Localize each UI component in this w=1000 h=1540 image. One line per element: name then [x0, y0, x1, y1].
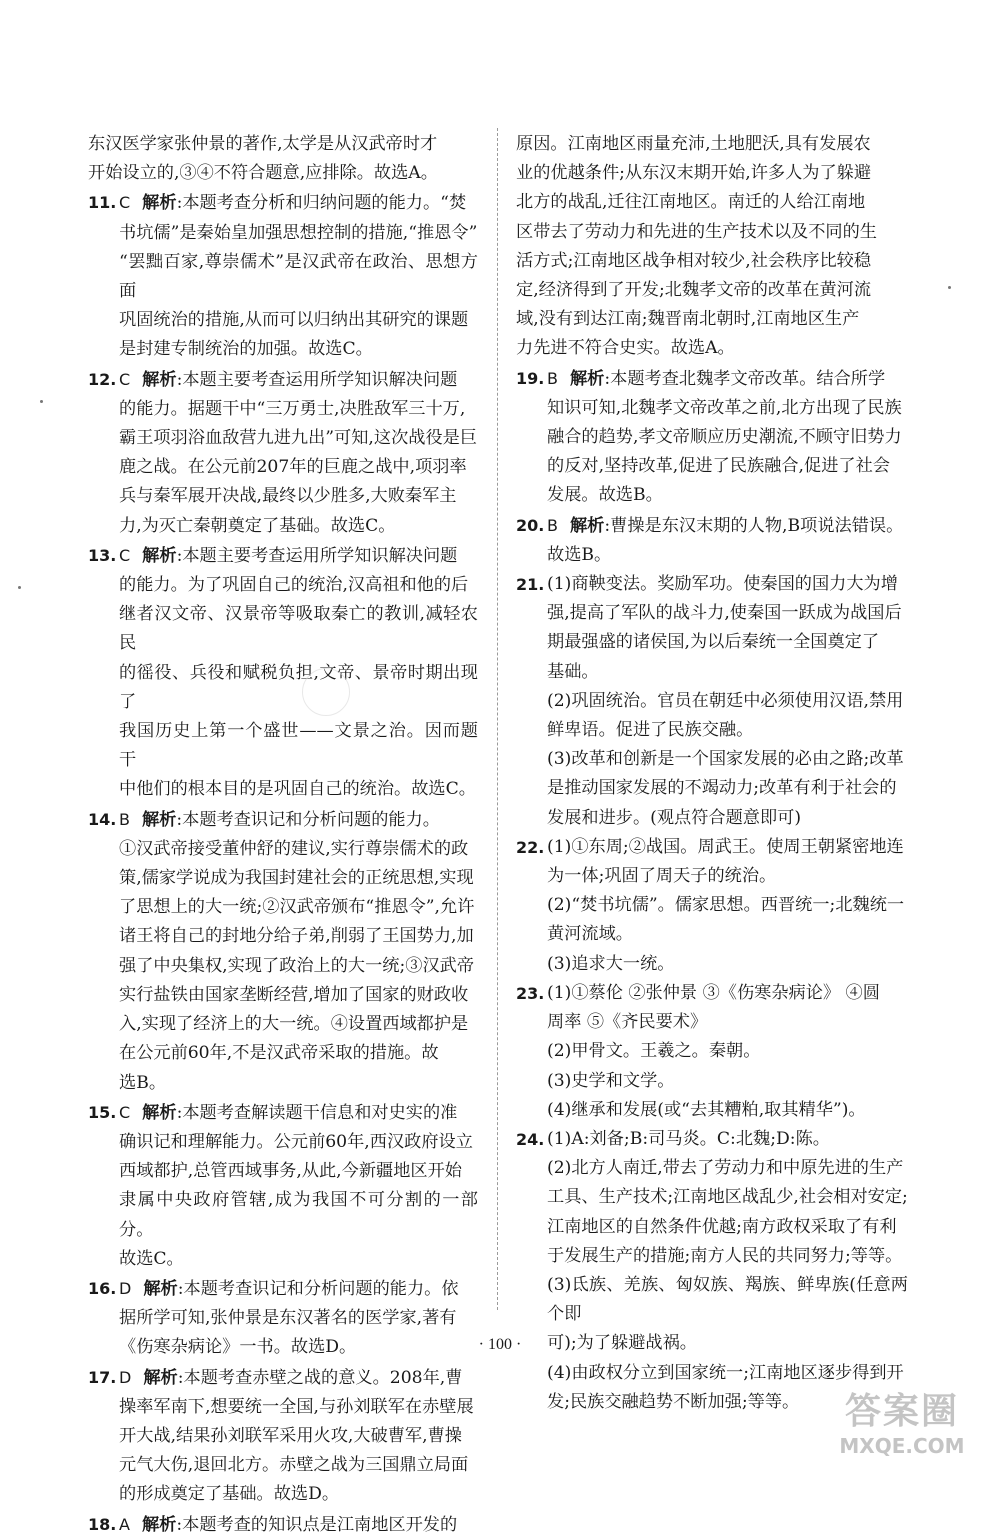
analysis-label: 解析 — [142, 369, 177, 390]
text-line — [516, 159, 908, 188]
text-line — [547, 394, 908, 423]
text-line — [547, 1008, 908, 1037]
text-line — [119, 835, 478, 864]
question-number: 24. — [516, 1129, 545, 1149]
line-text: (2)“焚书坑儒”。儒家思想。西晋统一;北魏统一 — [547, 895, 905, 916]
text-line — [119, 365, 478, 395]
question-number: 12. — [88, 369, 117, 389]
analysis-label: 解析 — [142, 193, 177, 214]
question-number: 15. — [88, 1102, 117, 1122]
line-text: 期最强盛的诸侯国,为以后秦统一全国奠定了 — [547, 632, 880, 653]
line-text: 业的优越条件;从东汉末期开始,许多人为了躲避 — [516, 163, 872, 184]
line-text: 巩固统治的措施,从而可以归纳出其研究的课题 — [119, 310, 469, 331]
text-line — [547, 511, 908, 541]
scan-speck — [18, 586, 21, 589]
text-line — [547, 364, 908, 394]
text-line — [547, 1271, 908, 1329]
line-text: 操率军南下,想要统一全国,与孙刘联军在赤壁展 — [119, 1396, 474, 1417]
line-text: :本题主要考查运用所学知识解决问题 — [176, 545, 458, 566]
line-text: 周率 ⑤《齐民要术》 — [547, 1012, 708, 1033]
text-line — [119, 1274, 478, 1304]
text-line — [119, 1304, 478, 1333]
line-text: :本题考查解读题干信息和对史实的准 — [176, 1102, 458, 1123]
line-text: 为一体;巩固了周天子的统治。 — [547, 866, 777, 887]
line-text: 发;民族交融趋势不断加强;等等。 — [547, 1391, 800, 1412]
text-line — [119, 922, 478, 951]
question-number: 20. — [516, 515, 545, 535]
text-line — [547, 1213, 908, 1242]
answer-choice: B — [119, 809, 130, 829]
line-text: 确识记和理解能力。公元前60年,西汉政府设立 — [119, 1131, 473, 1152]
text-line — [119, 219, 478, 248]
answer-entry — [88, 1510, 478, 1540]
text-line — [119, 1480, 478, 1509]
line-text: 元气大伤,退回北方。赤壁之战为三国鼎立局面 — [119, 1455, 469, 1476]
text-line — [119, 248, 478, 306]
text-line — [547, 862, 908, 891]
line-text: 区带去了劳动力和先进的生产技术以及不同的生 — [516, 221, 877, 242]
line-text: ①汉武帝接受董仲舒的建议,实行尊崇儒术的政 — [119, 838, 469, 859]
text-line — [547, 1359, 908, 1388]
text-line — [119, 659, 478, 717]
text-line — [119, 717, 478, 775]
text-line — [119, 1363, 478, 1393]
text-line — [119, 1039, 478, 1068]
answer-entry — [516, 1125, 908, 1417]
answer-choice: D — [119, 1367, 132, 1387]
text-line — [547, 1067, 908, 1096]
text-line — [516, 188, 908, 217]
text-line — [547, 804, 908, 833]
analysis-label: 解析 — [141, 1514, 177, 1535]
line-text: (2)甲骨文。王羲之。秦朝。 — [547, 1041, 761, 1062]
question-number: 13. — [88, 545, 117, 565]
line-text: 知识可知,北魏孝文帝改革之前,北方出现了民族 — [547, 397, 902, 418]
line-text: 开始设立的,③④不符合题意,应排除。故选A。 — [88, 163, 438, 184]
line-text: 东汉医学家张仲景的著作,太学是从汉武帝时才 — [88, 134, 438, 154]
analysis-label: 解析 — [141, 809, 177, 830]
line-text: 原因。江南地区雨量充沛,土地肥沃,具有发展农 — [516, 134, 871, 154]
text-line — [516, 276, 908, 305]
line-text: 发展。故选B。 — [547, 485, 663, 506]
text-line — [119, 1510, 478, 1540]
text-line — [119, 571, 478, 600]
question-number: 21. — [516, 575, 545, 595]
answer-choice: A — [119, 1514, 130, 1534]
line-text: 江南地区的自然条件优越;南方政权采取了有利 — [547, 1216, 897, 1237]
answer-entry — [516, 364, 908, 511]
line-text: 开大战,结果孙刘联军采用火攻,大破曹军,曹操 — [119, 1425, 462, 1446]
text-line — [119, 893, 478, 922]
analysis-label: 解析 — [142, 545, 177, 566]
watermark-url: MXQE.COM — [839, 1434, 965, 1458]
line-text: 域,没有到达江南;魏晋南北朝时,江南地区生产 — [516, 309, 860, 330]
line-text: (4)继承和发展(或“去其糟粕,取其精华”)。 — [547, 1099, 866, 1120]
text-line — [119, 306, 478, 335]
line-text: 霸王项羽浴血敌营九进九出”可知,这次战役是巨 — [119, 428, 478, 449]
answer-choice: B — [547, 368, 558, 388]
line-text: 策,儒家学说成为我国封建社会的正统思想,实现 — [119, 868, 474, 889]
text-line — [547, 658, 908, 687]
line-text: :曹操是东汉末期的人物,B项说法错误。 — [604, 515, 904, 536]
text-line — [547, 628, 908, 657]
text-line — [119, 981, 478, 1010]
question-number: 19. — [516, 368, 545, 388]
text-line — [547, 541, 908, 570]
text-line — [516, 130, 908, 159]
text-line — [119, 453, 478, 482]
left-column — [88, 130, 478, 1540]
answer-entry — [88, 805, 478, 1098]
text-line — [119, 775, 478, 804]
line-text: 继者汉文帝、汉景帝等吸取秦亡的教训,减轻农民 — [119, 604, 478, 654]
text-line — [547, 891, 908, 920]
text-line — [547, 1125, 908, 1154]
text-line — [547, 570, 908, 599]
answer-entry — [516, 979, 908, 1125]
continued-text — [516, 130, 908, 364]
line-text: 选B。 — [119, 1072, 167, 1093]
text-line — [119, 1245, 478, 1274]
line-text: (4)由政权分立到国家统一;江南地区逐步得到开 — [547, 1362, 904, 1383]
question-number: 14. — [88, 809, 117, 829]
text-line — [119, 541, 478, 571]
text-line — [547, 1096, 908, 1125]
line-text: 的徭役、兵役和赋税负担,文帝、景帝时期出现了 — [119, 662, 478, 712]
line-text: 《伤寒杂病论》一书。故选D。 — [119, 1337, 357, 1358]
line-text: 可);为了躲避战祸。 — [547, 1333, 697, 1354]
line-text: 工具、生产技术;江南地区战乱少,社会相对安定; — [547, 1187, 908, 1208]
line-text: :本题考查识记和分析问题的能力。 — [176, 809, 440, 830]
line-text: 书坑儒”是秦始皇加强思想控制的措施,“推恩令” — [119, 222, 478, 243]
line-text: :本题考查赤壁之战的意义。208年,曹 — [177, 1367, 463, 1388]
line-text: 的反对,坚持改革,促进了民族融合,促进了社会 — [547, 456, 890, 477]
text-line — [547, 1242, 908, 1271]
line-text: 入,实现了经济上的大一统。④设置西域都护是 — [119, 1014, 469, 1035]
line-text: 据所学可知,张仲景是东汉著名的医学家,著有 — [119, 1308, 457, 1329]
text-line — [547, 687, 908, 716]
line-text: (1)商鞅变法。奖励军功。使秦国的国力大为增 — [547, 574, 898, 595]
text-line — [547, 599, 908, 628]
text-line — [119, 1451, 478, 1480]
text-line — [119, 395, 478, 424]
text-line — [516, 305, 908, 334]
line-text: 兵与秦军展开决战,最终以少胜多,大败秦军主 — [119, 486, 457, 507]
line-text: 的能力。为了巩固自己的统治,汉高祖和他的后 — [119, 575, 469, 596]
text-line — [516, 218, 908, 247]
answer-choice: C — [119, 193, 131, 213]
line-text: 北方的战乱,迁往江南地区。南迁的人给江南地 — [516, 192, 866, 213]
answer-entry — [88, 365, 478, 541]
line-text: 西域都护,总管西域事务,从此,今新疆地区开始 — [119, 1161, 462, 1182]
line-text: 实行盐铁由国家垄断经营,增加了国家的财政收 — [119, 984, 469, 1005]
answer-choice: B — [547, 515, 558, 535]
line-text: 诸王将自己的封地分给子弟,削弱了王国势力,加 — [119, 926, 474, 947]
text-line — [88, 159, 478, 188]
line-text: (2)巩固统治。官员在朝廷中必须使用汉语,禁用 — [547, 690, 904, 711]
line-text: (3)追求大一统。 — [547, 953, 675, 974]
line-text: 鲜卑语。促进了民族交融。 — [547, 720, 754, 741]
line-text: 的形成奠定了基础。故选D。 — [119, 1484, 340, 1505]
text-line — [119, 1128, 478, 1157]
line-text: 了思想上的大一统;②汉武帝颁布“推恩令”,允许 — [119, 897, 475, 918]
line-text: 活方式;江南地区战争相对较少,社会秩序比较稳 — [516, 250, 872, 271]
page-number: · 100 · — [478, 1336, 522, 1353]
line-text: (2)北方人南迁,带去了劳动力和中原先进的生产 — [547, 1158, 904, 1179]
line-text: 中他们的根本目的是巩固自己的统治。故选C。 — [119, 779, 476, 800]
line-text: 我国历史上第一个盛世——文景之治。因而题干 — [119, 721, 478, 771]
answer-entry — [88, 541, 478, 805]
text-line — [119, 1157, 478, 1186]
line-text: 融合的趋势,孝文帝顺应历史潮流,不顾守旧势力 — [547, 427, 902, 448]
continued-text — [88, 130, 478, 188]
answer-choice: C — [119, 1102, 131, 1122]
text-line — [119, 188, 478, 218]
line-text: :本题考查分析和归纳问题的能力。“焚 — [176, 193, 467, 214]
line-text: 基础。 — [547, 661, 599, 682]
text-line — [547, 745, 908, 774]
line-text: :本题考查识记和分析问题的能力。依 — [177, 1278, 459, 1299]
line-text: (1)①蔡伦 ②张仲景 ③《伤寒杂病论》 ④圆 — [547, 982, 880, 1003]
text-line — [547, 833, 908, 862]
right-column — [516, 130, 908, 1417]
text-line — [119, 1098, 478, 1128]
line-text: 在公元前60年,不是汉武帝采取的措施。故 — [119, 1043, 439, 1064]
answer-entry — [516, 570, 908, 833]
text-line — [119, 864, 478, 893]
line-text: 是推动国家发展的不竭动力;改革有利于社会的 — [547, 778, 897, 799]
text-line — [119, 600, 478, 658]
line-text: 隶属中央政府管辖,成为我国不可分割的一部分。 — [119, 1190, 478, 1240]
question-number: 18. — [88, 1514, 117, 1534]
text-line — [547, 1183, 908, 1212]
analysis-label: 解析 — [569, 515, 605, 536]
answer-entry — [88, 188, 478, 364]
text-line — [88, 130, 478, 159]
text-line — [119, 1422, 478, 1451]
answer-entry — [516, 511, 908, 570]
line-text: (3)氐族、羌族、匈奴族、羯族、鲜卑族(任意两个即 — [547, 1274, 908, 1325]
line-text: :本题考查北魏孝文帝改革。结合所学 — [604, 368, 886, 389]
line-text: (1)①东周;②战国。周武王。使周王朝紧密地连 — [547, 836, 904, 857]
analysis-label: 解析 — [143, 1278, 178, 1299]
answer-entry — [88, 1363, 478, 1510]
text-line — [119, 512, 478, 541]
text-line — [119, 952, 478, 981]
line-text: 的能力。据题干中“三万勇士,决胜敌军三十万, — [119, 398, 466, 419]
text-line — [547, 920, 908, 949]
line-text: 发展和进步。(观点符合题意即可) — [547, 807, 802, 828]
text-line — [119, 1069, 478, 1098]
line-text: 力,为灭亡秦朝奠定了基础。故选C。 — [119, 515, 396, 536]
text-line — [547, 979, 908, 1008]
line-text: (1)A:刘备;B:司马炎。C:北魏;D:陈。 — [547, 1128, 830, 1149]
line-text: (3)史学和文学。 — [547, 1070, 675, 1091]
answer-choice: C — [119, 545, 131, 565]
text-line — [547, 481, 908, 510]
text-line — [547, 452, 908, 481]
line-text: 鹿之战。在公元前207年的巨鹿之战中,项羽率 — [119, 457, 467, 478]
line-text: 故选C。 — [119, 1248, 184, 1269]
watermark-logo — [812, 1390, 992, 1458]
text-line — [547, 423, 908, 452]
answer-choice: D — [119, 1278, 132, 1298]
answer-entry — [88, 1098, 478, 1274]
text-line — [516, 334, 908, 363]
text-line — [119, 335, 478, 364]
line-text: “罢黜百家,尊崇儒术”是汉武帝在政治、思想方面 — [119, 251, 478, 302]
text-line — [547, 1154, 908, 1183]
column-divider — [497, 128, 498, 1310]
text-line — [119, 482, 478, 511]
line-text: 力先进不符合史实。故选A。 — [516, 338, 735, 359]
line-text: :本题主要考查运用所学知识解决问题 — [176, 369, 458, 390]
text-line — [516, 247, 908, 276]
analysis-label: 解析 — [143, 1367, 178, 1388]
text-line — [119, 424, 478, 453]
line-text: 于发展生产的措施;南方人民的共同努力;等等。 — [547, 1245, 903, 1266]
text-line — [119, 805, 478, 835]
text-line — [547, 716, 908, 745]
line-text: 是封建专制统治的加强。故选C。 — [119, 339, 373, 360]
line-text: :本题考查的知识点是江南地区开发的 — [176, 1514, 458, 1535]
question-number: 17. — [88, 1367, 117, 1387]
question-number: 11. — [88, 193, 117, 213]
text-line — [547, 1037, 908, 1066]
question-number: 22. — [516, 837, 545, 857]
watermark-text: 答案圈 — [844, 1391, 959, 1432]
text-line — [547, 950, 908, 979]
faint-stamp-mark — [302, 668, 350, 716]
analysis-label: 解析 — [142, 1102, 177, 1123]
analysis-label: 解析 — [569, 368, 605, 389]
text-line — [119, 1393, 478, 1422]
text-line — [119, 1186, 478, 1244]
text-line — [119, 1010, 478, 1039]
line-text: 强了中央集权,实现了政治上的大一统;③汉武帝 — [119, 955, 475, 976]
line-text: 定,经济得到了开发;北魏孝文帝的改革在黄河流 — [516, 280, 872, 301]
scan-speck — [40, 400, 43, 403]
text-line — [547, 774, 908, 803]
line-text: 黄河流域。 — [547, 924, 633, 945]
question-number: 16. — [88, 1278, 117, 1298]
answer-entry — [516, 833, 908, 979]
line-text: 故选B。 — [547, 544, 612, 565]
question-number: 23. — [516, 983, 545, 1003]
line-text: (3)改革和创新是一个国家发展的必由之路;改革 — [547, 749, 904, 770]
answer-choice: C — [119, 369, 131, 389]
scan-speck — [948, 286, 951, 289]
line-text: 强,提高了军队的战斗力,使秦国一跃成为战国后 — [547, 603, 902, 624]
